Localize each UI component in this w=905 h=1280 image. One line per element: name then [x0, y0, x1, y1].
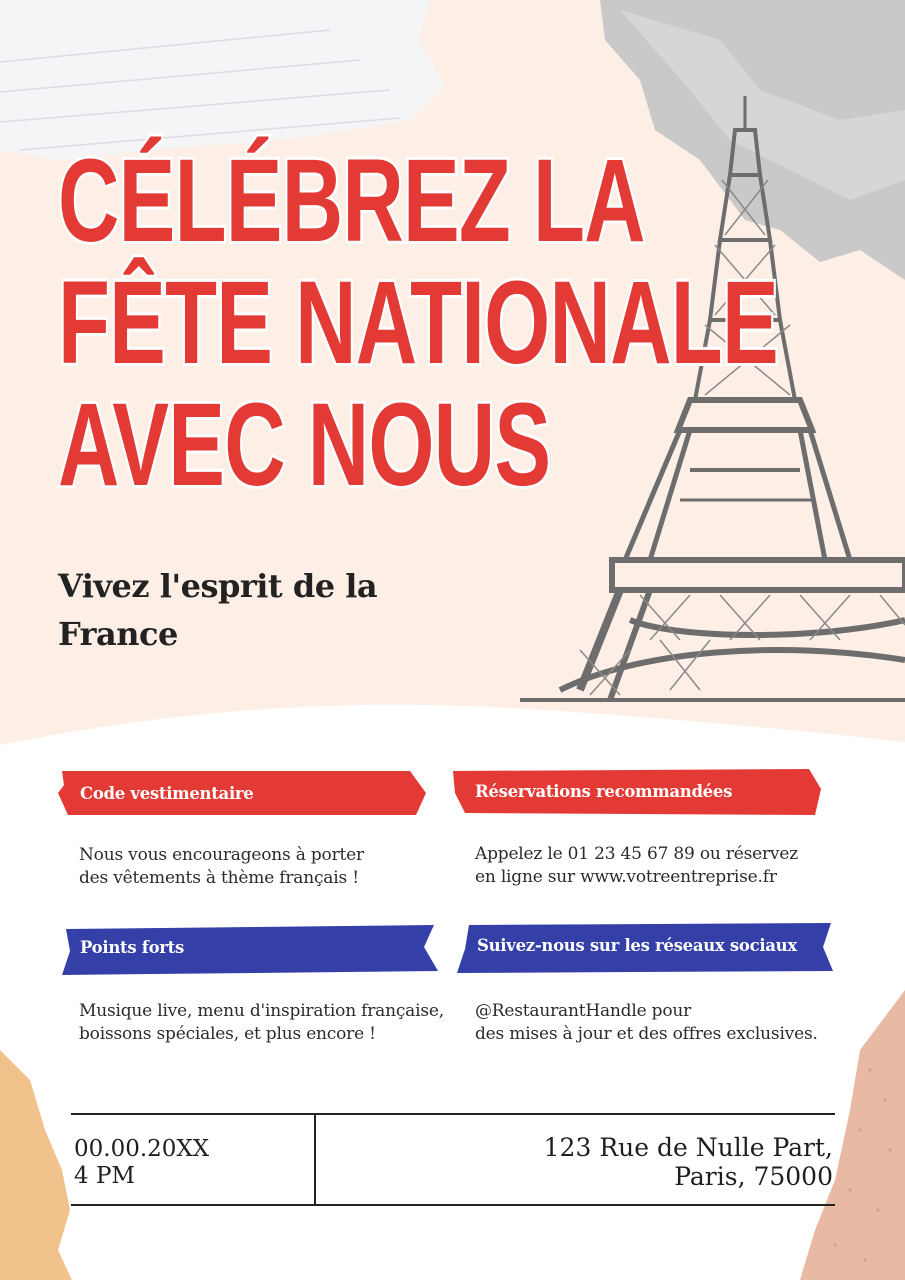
section-text-reservations: Appelez le 01 23 45 67 89 ou réservez en ligne sur www.votreentreprise.fr: [475, 844, 798, 887]
section-text-dress-code: Nous vous encourageons à porter des vêtements à thème français !: [79, 845, 364, 888]
section-heading-label: Réservations recommandées: [475, 781, 733, 801]
footer-divider: [314, 1114, 316, 1206]
section-heading-label: Code vestimentaire: [80, 783, 254, 803]
event-address: 123 Rue de Nulle Part, Paris, 75000: [543, 1133, 833, 1191]
title-line: CÉLÉBREZ LA: [58, 135, 645, 267]
section-text-highlights: Musique live, menu d'inspiration française, boissons spéciales, et plus encore !: [79, 1001, 444, 1044]
poster-subtitle: Vivez l'esprit de la France: [58, 567, 378, 653]
footer-bottom-rule: [71, 1204, 835, 1206]
section-heading-highlights: [58, 925, 440, 969]
footer-top-rule: [71, 1113, 835, 1115]
section-heading-reservations: [453, 769, 823, 813]
section-text-social: @RestaurantHandle pour des mises à jour et des offres exclusives.: [475, 1001, 818, 1044]
poster-title: [58, 135, 778, 511]
section-heading-label: Suivez-nous sur les réseaux sociaux: [477, 935, 797, 955]
section-heading-label: Points forts: [80, 937, 184, 957]
title-line: AVEC NOUS: [58, 379, 551, 511]
section-heading-dress-code: [58, 771, 428, 815]
event-date-time: 00.00.20XX 4 PM: [74, 1136, 210, 1189]
title-line: FÊTE NATIONALE: [58, 257, 778, 389]
section-heading-social: [455, 923, 835, 967]
